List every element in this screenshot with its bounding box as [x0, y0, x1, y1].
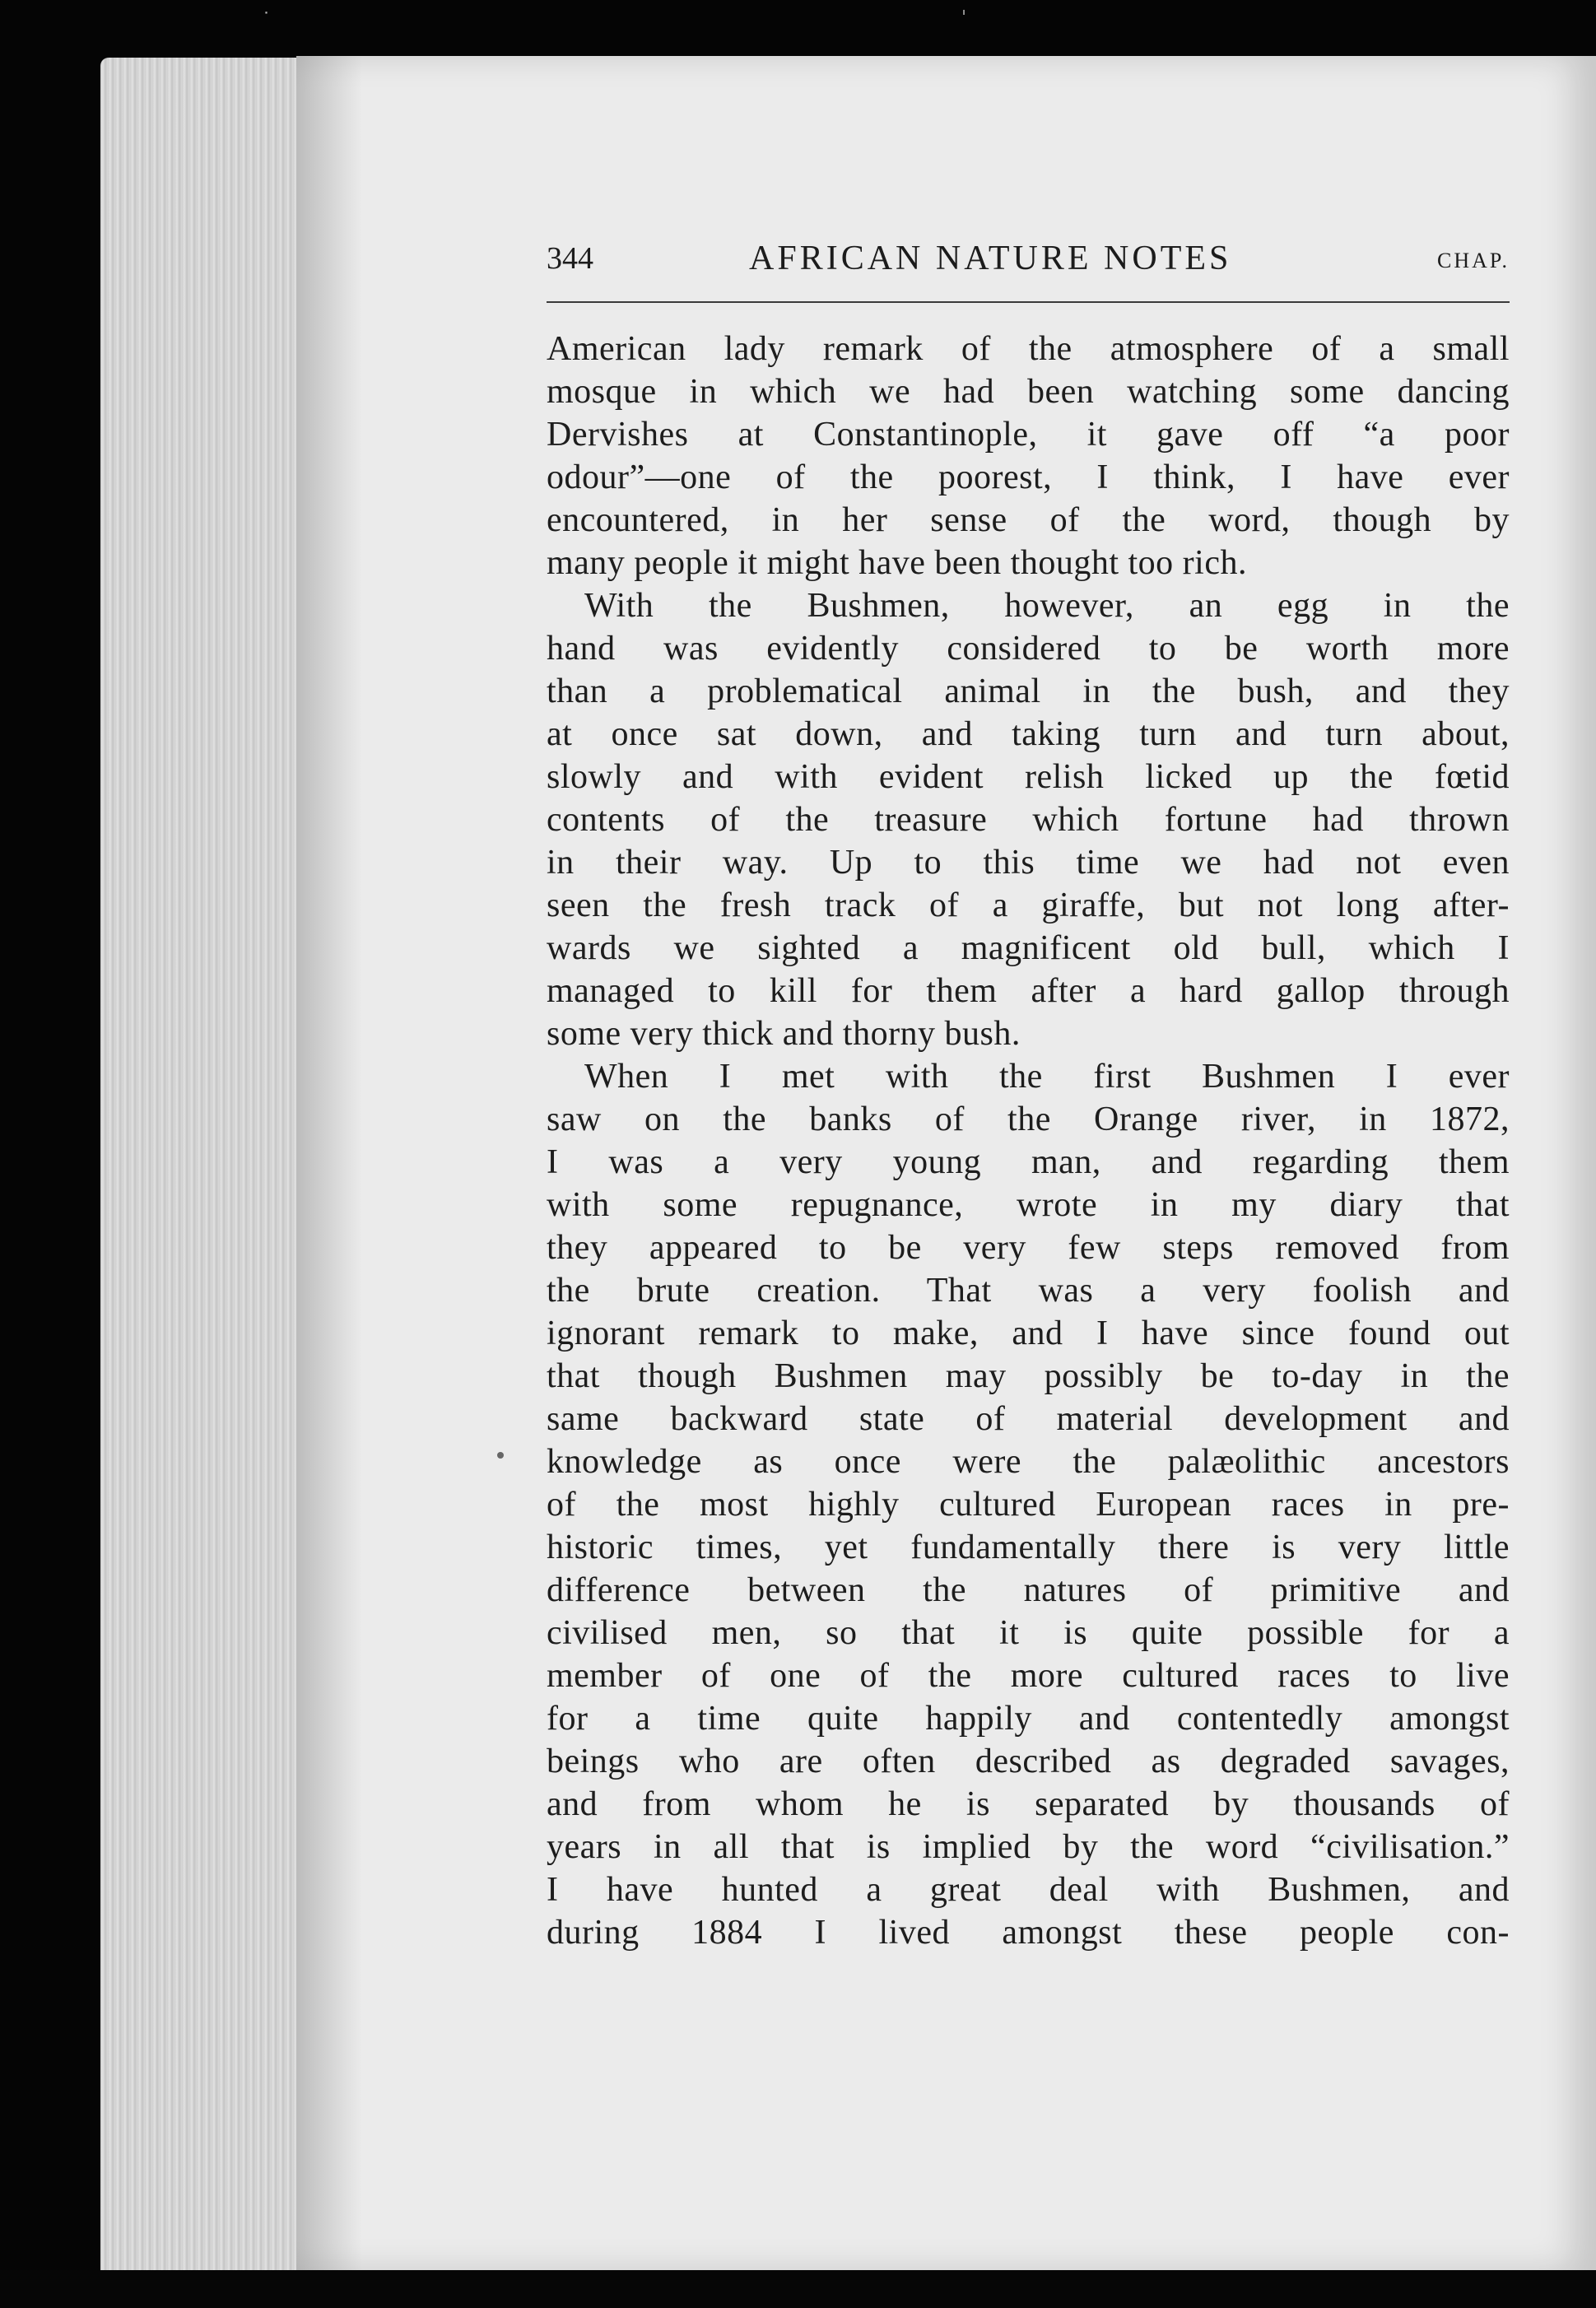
text-line: wards we sighted a magnificent old bull, which I — [547, 929, 1510, 967]
scan-speck: ˙ — [262, 10, 271, 30]
text-line: managed to kill for them after a hard gallop through — [547, 972, 1510, 1010]
text-line: than a problematical animal in the bush, and they — [547, 672, 1510, 710]
text-line: same backward state of material development and — [547, 1400, 1510, 1438]
text-line: that though Bushmen may possibly be to-day in the — [547, 1357, 1510, 1395]
page-number: 344 — [547, 241, 593, 276]
text-line: ignorant remark to make, and I have since found out — [547, 1315, 1510, 1352]
text-line: of the most highly cultured European races in pre- — [547, 1486, 1510, 1524]
text-line: they appeared to be very few steps removed from — [547, 1229, 1510, 1267]
margin-dot — [497, 1452, 504, 1459]
text-line: civilised men, so that it is quite possible for a — [547, 1614, 1510, 1652]
text-line: slowly and with evident relish licked up the fœtid — [547, 758, 1510, 796]
text-line: American lady remark of the atmosphere of a small — [547, 330, 1510, 368]
header-rule — [547, 301, 1510, 303]
text-line: With the Bushmen, however, an egg in the — [584, 587, 1510, 625]
text-line: I was a very young man, and regarding them — [547, 1143, 1510, 1181]
text-line: difference between the natures of primitive and — [547, 1571, 1510, 1609]
text-line: during 1884 I lived amongst these people con- — [547, 1914, 1510, 1952]
text-line: odour”—one of the poorest, I think, I have ever — [547, 458, 1510, 496]
text-line: for a time quite happily and contentedly amongst — [547, 1700, 1510, 1738]
text-line: Dervishes at Constantinople, it gave off “a poor — [547, 416, 1510, 454]
text-line: with some repugnance, wrote in my diary that — [547, 1186, 1510, 1224]
text-line: in their way. Up to this time we had not even — [547, 844, 1510, 882]
text-line: encountered, in her sense of the word, though by — [547, 501, 1510, 539]
running-head — [547, 239, 1510, 288]
text-line: many people it might have been thought too rich. — [547, 544, 1247, 582]
text-line: and from whom he is separated by thousands of — [547, 1785, 1510, 1823]
text-line: years in all that is implied by the word “civilisation.” — [547, 1828, 1510, 1866]
chapter-label: CHAP. — [1437, 249, 1510, 272]
book-title: AFRICAN NATURE NOTES — [749, 240, 1232, 277]
text-line: historic times, yet fundamentally there is very little — [547, 1529, 1510, 1566]
text-line: beings who are often described as degraded savages, — [547, 1743, 1510, 1780]
scan-bottom-border — [0, 2270, 1596, 2308]
gutter-shadow — [296, 56, 362, 2270]
scan-speck: ˈ — [961, 8, 967, 29]
text-line: mosque in which we had been watching some dancing — [547, 373, 1510, 411]
text-line: contents of the treasure which fortune had thrown — [547, 801, 1510, 839]
text-line: When I met with the first Bushmen I ever — [584, 1058, 1510, 1096]
text-line: hand was evidently considered to be worth more — [547, 630, 1510, 668]
text-line: member of one of the more cultured races to live — [547, 1657, 1510, 1695]
text-line: knowledge as once were the palæolithic ancestors — [547, 1443, 1510, 1481]
text-line: at once sat down, and taking turn and turn about, — [547, 715, 1510, 753]
text-line: the brute creation. That was a very foolish and — [547, 1272, 1510, 1310]
text-line: saw on the banks of the Orange river, in 1872, — [547, 1100, 1510, 1138]
text-line: I have hunted a great deal with Bushmen, and — [547, 1871, 1510, 1909]
body-text — [547, 328, 1510, 1954]
text-line: some very thick and thorny bush. — [547, 1015, 1021, 1053]
text-line: seen the fresh track of a giraffe, but not long after- — [547, 886, 1510, 924]
